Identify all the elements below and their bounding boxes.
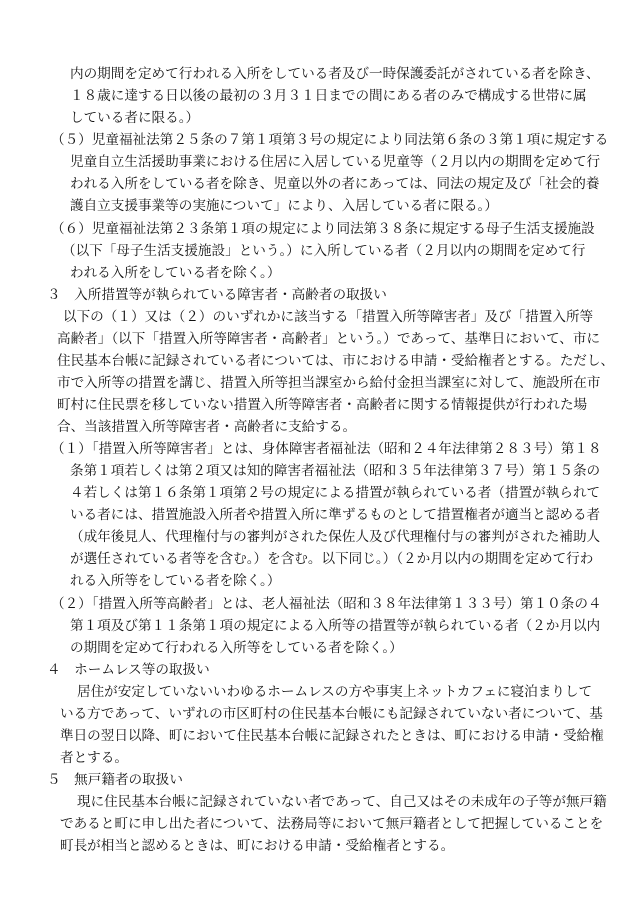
text-line: われる入所をしている者を除き、児童以外の者にあっては、同法の規定及び「社会的養 bbox=[70, 176, 600, 192]
text-line: いる方であって、いずれの市区町村の住民基本台帳にも記録されていない者について、基 bbox=[60, 706, 603, 722]
text-line: 町村に住民票を移していない措置入所等障害者・高齢者に関する情報提供が行われた場 bbox=[57, 397, 588, 413]
section-heading: ３ 入所措置等が執られている障害者・高齢者の取扱い bbox=[47, 287, 387, 303]
text-line: 以下の（１）又は（２）のいずれかに該当する「措置入所等障害者」及び「措置入所等 bbox=[63, 309, 594, 325]
text-line: 町長が相当と認めるときは、町における申請・受給権者とする。 bbox=[60, 838, 455, 854]
text-line: 護自立支援事業等の実施について」により、入居している者に限る。） bbox=[70, 198, 498, 214]
text-line: 第１項及び第１１条第１項の規定による入所等の措置等が執られている者（２か月以内 bbox=[70, 618, 601, 634]
text-line: 児童自立生活援助事業における住居に入居している児童等（２月以内の期間を定めて行 bbox=[70, 154, 601, 170]
text-line: れる入所等をしている者を除く。） bbox=[70, 573, 281, 589]
text-line: 合、当該措置入所等障害者・高齢者に支給する。 bbox=[57, 419, 357, 435]
text-line: （以下「母子生活支援施設」という。）に入所している者（２月以内の期間を定めて行 bbox=[62, 243, 586, 259]
text-line: している者に限る。） bbox=[70, 110, 200, 126]
list-item-heading: （１）「措置入所等障害者」とは、身体障害者福祉法（昭和２４年法律第２８３号）第１８ bbox=[51, 441, 602, 457]
section-heading: ５ 無戸籍者の取扱い bbox=[47, 772, 183, 788]
text-line: であると町に申し出た者について、法務局等において無戸籍者として把握していることを bbox=[60, 816, 604, 832]
list-item-heading: （５）児童福祉法第２５条の７第１項第３号の規定により同法第６条の３第１項に規定する bbox=[51, 132, 609, 148]
list-item-heading: （２）「措置入所等高齢者」とは、老人福祉法（昭和３８年法律第１３３号）第１０条の４ bbox=[51, 596, 602, 612]
text-line: 居住が安定していないいわゆるホームレスの方や事実上ネットカフェに寝泊まりして bbox=[77, 684, 593, 700]
text-line: ４若しくは第１６条第１項第２号の規定による措置が執られている者（措置が執られて bbox=[70, 485, 601, 501]
text-line: われる入所をしている者を除く。） bbox=[70, 265, 281, 281]
text-line: の期間を定めて行われる入所等をしている者を除く。） bbox=[70, 640, 403, 656]
text-line: 高齢者」（以下「措置入所等障害者・高齢者」という。）であって、基準日において、市に bbox=[57, 331, 601, 347]
list-item-heading: （６）児童福祉法第２３条第１項の規定により同法第３８条に規定する母子生活支援施設 bbox=[51, 221, 595, 237]
text-line: （成年後見人、代理権付与の審判がされた保佐人及び代理権付与の審判がされた補助人 bbox=[70, 529, 601, 545]
text-line: 住民基本台帳に記録されている者については、市における申請・受給権者とする。ただし、 bbox=[57, 353, 615, 369]
section-heading: ４ ホームレス等の取扱い bbox=[47, 662, 210, 678]
text-line: 条第１項若しくは第２項又は知的障害者福祉法（昭和３５年法律第３７号）第１５条の bbox=[70, 463, 601, 479]
text-line: 現に住民基本台帳に記録されていない者であって、自己又はその未成年の子等が無戸籍 bbox=[77, 794, 607, 810]
text-line: 市で入所等の措置を講じ、措置入所等担当課室から給付金担当課室に対して、施設所在市 bbox=[57, 375, 601, 391]
text-line: が選任されている者等を含む。）を含む。以下同じ。）（２か月以内の期間を定めて行わ bbox=[70, 551, 594, 567]
text-line: 内の期間を定めて行われる入所をしている者及び一時保護委託がされている者を除き、 bbox=[70, 66, 600, 82]
text-line: 準日の翌日以降、町において住民基本台帳に記録されたときは、町における申請・受給権 bbox=[60, 728, 604, 744]
text-line: いる者には、措置施設入所者や措置入所に準ずるものとして措置権者が適当と認める者 bbox=[70, 507, 601, 523]
text-line: 者とする。 bbox=[60, 750, 128, 766]
text-line: １８歳に達する日以後の最初の３月３１日までの間にある者のみで構成する世帯に属 bbox=[70, 88, 587, 104]
